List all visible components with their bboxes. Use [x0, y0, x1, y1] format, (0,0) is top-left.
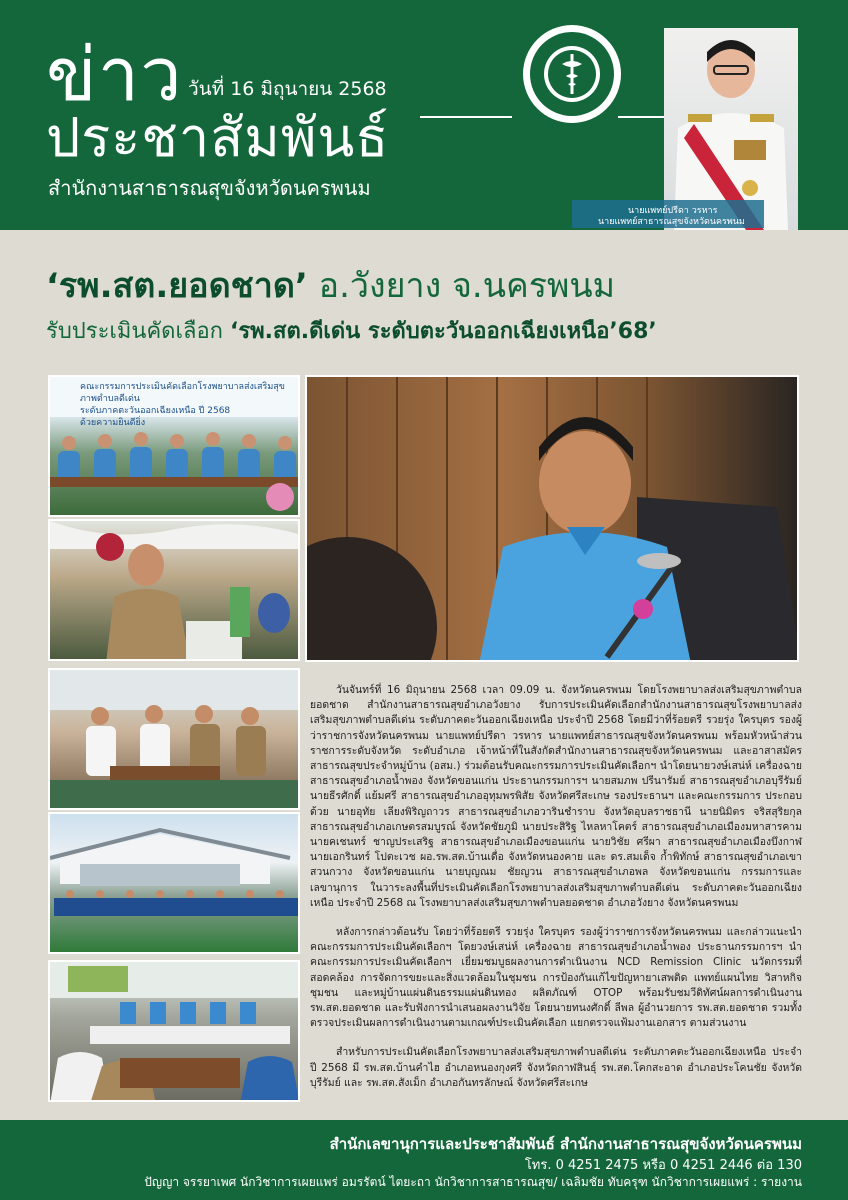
footer	[0, 1120, 848, 1200]
photo-officials-figures	[50, 670, 300, 810]
photo-seated-officials	[48, 668, 300, 810]
news-date: วันที่ 16 มิถุนายน 2568	[188, 78, 387, 100]
article-body	[310, 683, 802, 1105]
footer-reporters: ปัญญา จรรยาเพศ นักวิชาการเผยแพร่ อมรรัตน์ ไตยะถา นักวิชาการสาธารณสุข/ เฉลิมชัย ทับครุฑ นักวิชาการเผยแพร่ : รายงาน	[144, 1175, 802, 1189]
photo-group-outdoor	[48, 812, 300, 954]
office-name: สำนักงานสาธารณสุขจังหวัดนครพนม	[48, 176, 371, 200]
title-news: ข่าว	[46, 32, 183, 118]
photo-banner-line: คณะกรรมการประเมินคัดเลือกโรงพยาบาลส่งเสริมสุขภาพตำบลดีเด่น	[80, 382, 285, 404]
headline-rest: อ.วังยาง จ.นครพนม	[307, 266, 616, 306]
subheadline-plain: รับประเมินคัดเลือก	[46, 319, 230, 344]
photo-meeting-room	[48, 960, 300, 1102]
photo-meeting-figures	[50, 962, 300, 1102]
article-paragraph: สำหรับการประเมินคัดเลือกโรงพยาบาลส่งเสริมสุขภาพตำบลดีเด่น ระดับภาคตะวันออกเฉียงเหนือ ประจำปี 2568 มี รพ.สต.บ้านคำไฮ อำเภอหนองกุงศรี จังหวัดกาฬสินธุ์ รพ.สต.โคกสะอาด อำเภอประโคนชัย จังหวัดบุรีรัมย์ และ รพ.สต.สังเม็ก อำเภอกันทรลักษณ์ จังหวัดศรีสะเกษ	[310, 1046, 802, 1089]
photo-man-with-microphone	[307, 377, 799, 662]
footer-office: สำนักเลขานุการและประชาสัมพันธ์ สำนักงานสาธารณสุขจังหวัดนครพนม	[329, 1135, 802, 1153]
photo-building-and-crowd	[50, 814, 300, 954]
title-public-relations: ประชาสัมพันธ์	[46, 106, 390, 169]
ministry-logo	[522, 24, 622, 124]
subheadline-bold: ‘รพ.สต.ดีเด่น ระดับตะวันออกเฉียงเหนือ’68’	[229, 319, 657, 344]
article-paragraph: หลังการกล่าวต้อนรับ โดยว่าที่ร้อยตรี รวยรุ่ง ใครบุตร รองผู้ว่าราชการจังหวัดนครพนม และกล่าวแนะนำคณะกรรมการประเมินคัดเลือกฯ โดยวงษ์เสน่ห์ เครื่องฉาย สาธารณสุขอำเภอน้ำพอง ประธานกรรมการฯ นำคณะกรรมการประเมินคัดเลือกฯ เยี่ยมชมบูธผลงานการดำเนินงาน NCD Remission Clinic นวัตกรรมที่สอดคล้อง การจัดการขยะและสิ่งแวดล้อมในชุมชน การป้องกันแก้ไขปัญหายาเสพติด แพทย์แผนไทย วิสาหกิจชุมชน และหมู่บ้านแผ่นดินธรรมแผ่นดินทอง ผลิตภัณฑ์ OTOP พร้อมรับชมวีดิทัศน์ผลการดำเนินงาน รพ.สต.ยอดชาด และรับฟังการนำเสนอผลงานวิจัย โดยนายทนงศักดิ์ ลีพล ผู้อำนวยการ รพ.สต.ยอดชาด รวมทั้งตรวจประเมินผลการดำเนินงานตามเกณฑ์ประเมินคัดเลือก แยกตรวจแฟ้มงานเอกสาร ตามส่วนงาน	[310, 926, 802, 1030]
photo-speaker-figure	[50, 521, 300, 661]
portrait-caption-name: นายแพทย์ปรีดา วรหาร	[628, 206, 718, 216]
photo-banner-line: ระดับภาคตะวันออกเฉียงเหนือ ปี 2568	[80, 406, 231, 416]
article-paragraph: วันจันทร์ที่ 16 มิถุนายน 2568 เวลา 09.09 น. จังหวัดนครพนม โดยโรงพยาบาลส่งเสริมสุขภาพตำบลยอดชาด สำนักงานสาธารณสุขอำเภอวังยาง รับการประเมินคัดเลือกสำนักงานสาธารณสุขโรงพยาบาลส่งเสริมสุขภาพตำบลดีเด่น ระดับภาคตะวันออกเฉียงเหนือ ประจำปี 2568 โดยมีว่าที่ร้อยตรี รวยรุ่ง ใครบุตร รองผู้ว่าราชการจังหวัดนครพนม นายแพทย์ปรีดา วรหาร นายแพทย์สาธารณสุขจังหวัดนครพนม พร้อมหัวหน้าส่วนราชการระดับจังหวัด ระดับอำเภอ เจ้าหน้าที่ในสังกัดสำนักงานสาธารณสุขจังหวัดนครพนม และอาสาสมัครสาธารณสุขประจำหมู่บ้าน (อสม.) ร่วมต้อนรับคณะกรรมการประเมินคัดเลือกฯ นำโดยนายวงษ์เสน่ห์ เครื่องฉาย สาธารณสุขอำเภอน้ำพอง จังหวัดขอนแก่น ประธานกรรมการฯ นายสมภพ ปรีนารัมย์ สาธารณสุขอำเภอบุรีรัมย์ นายธีรศักดิ์ แย้มศรี สาธารณสุขอำเภออุทุมพรพิสัย จังหวัดศรีสะเกษ รองประธานฯ และคณะกรรมการ ประกอบด้วย นายอุทัย เลียงพิริญถาวร สาธารณสุขอำเภอวารินชำราบ จังหวัดอุบลราชธานี นายนิมิตร จริสสุริยกุล สาธารณสุขอำเภอเกษตรสมบูรณ์ จังหวัดชัยภูมิ นายประสิริฐ ไหลหาโคตร์ สาธารณสุขอำเภอเมืองมหาสารคาม นายคเชนทร์ ชาญประเสริฐ สาธารณสุขอำเภอเมืองขอนแก่น นายวิชัย ศรีผา สาธารณสุขอำเภอเมืองบึงกาฬ นายเอกรินทร์ โปตะเวช ผอ.รพ.สต.บ้านเดื่อ จังหวัดหนองคาย และ ดร.สมเด็จ ก้ำพิทักษ์ สาธารณสุขอำเภอเขาสวนกวาง จังหวัดขอนแก่น นายบุญณม ชัยญวน สาธารณสุขอำเภอพล จังหวัดขอนแก่น กรรมการและเลขานุการ ในวาระลงพื้นที่ประเมินคัดเลือกโรงพยาบาลส่งเสริมสุขภาพตำบลดีเด่น ระดับภาคตะวันออกเฉียงเหนือ ประจำปี 2568 ณ โรงพยาบาลส่งเสริมสุขภาพตำบลยอดชาด อำเภอวังยาง จังหวัดนครพนม	[310, 684, 802, 909]
photo-committee-stage	[48, 375, 300, 517]
subheadline	[46, 313, 657, 348]
headline	[46, 258, 615, 312]
header-banner	[0, 0, 848, 230]
header-divider	[420, 116, 512, 118]
photo-speaker-podium	[48, 519, 300, 661]
photo-main-portrait	[305, 375, 799, 662]
portrait-caption-title: นายแพทย์สาธารณสุขจังหวัดนครพนม	[598, 217, 745, 227]
photo-people-figures	[50, 377, 300, 517]
headline-bold: ‘รพ.สต.ยอดชาด’	[46, 266, 308, 306]
header-divider	[618, 116, 668, 118]
photo-banner-line: ด้วยความยินดียิ่ง	[80, 418, 146, 428]
footer-phone: โทร. 0 4251 2475 หรือ 0 4251 2446 ต่อ 130	[524, 1158, 802, 1173]
